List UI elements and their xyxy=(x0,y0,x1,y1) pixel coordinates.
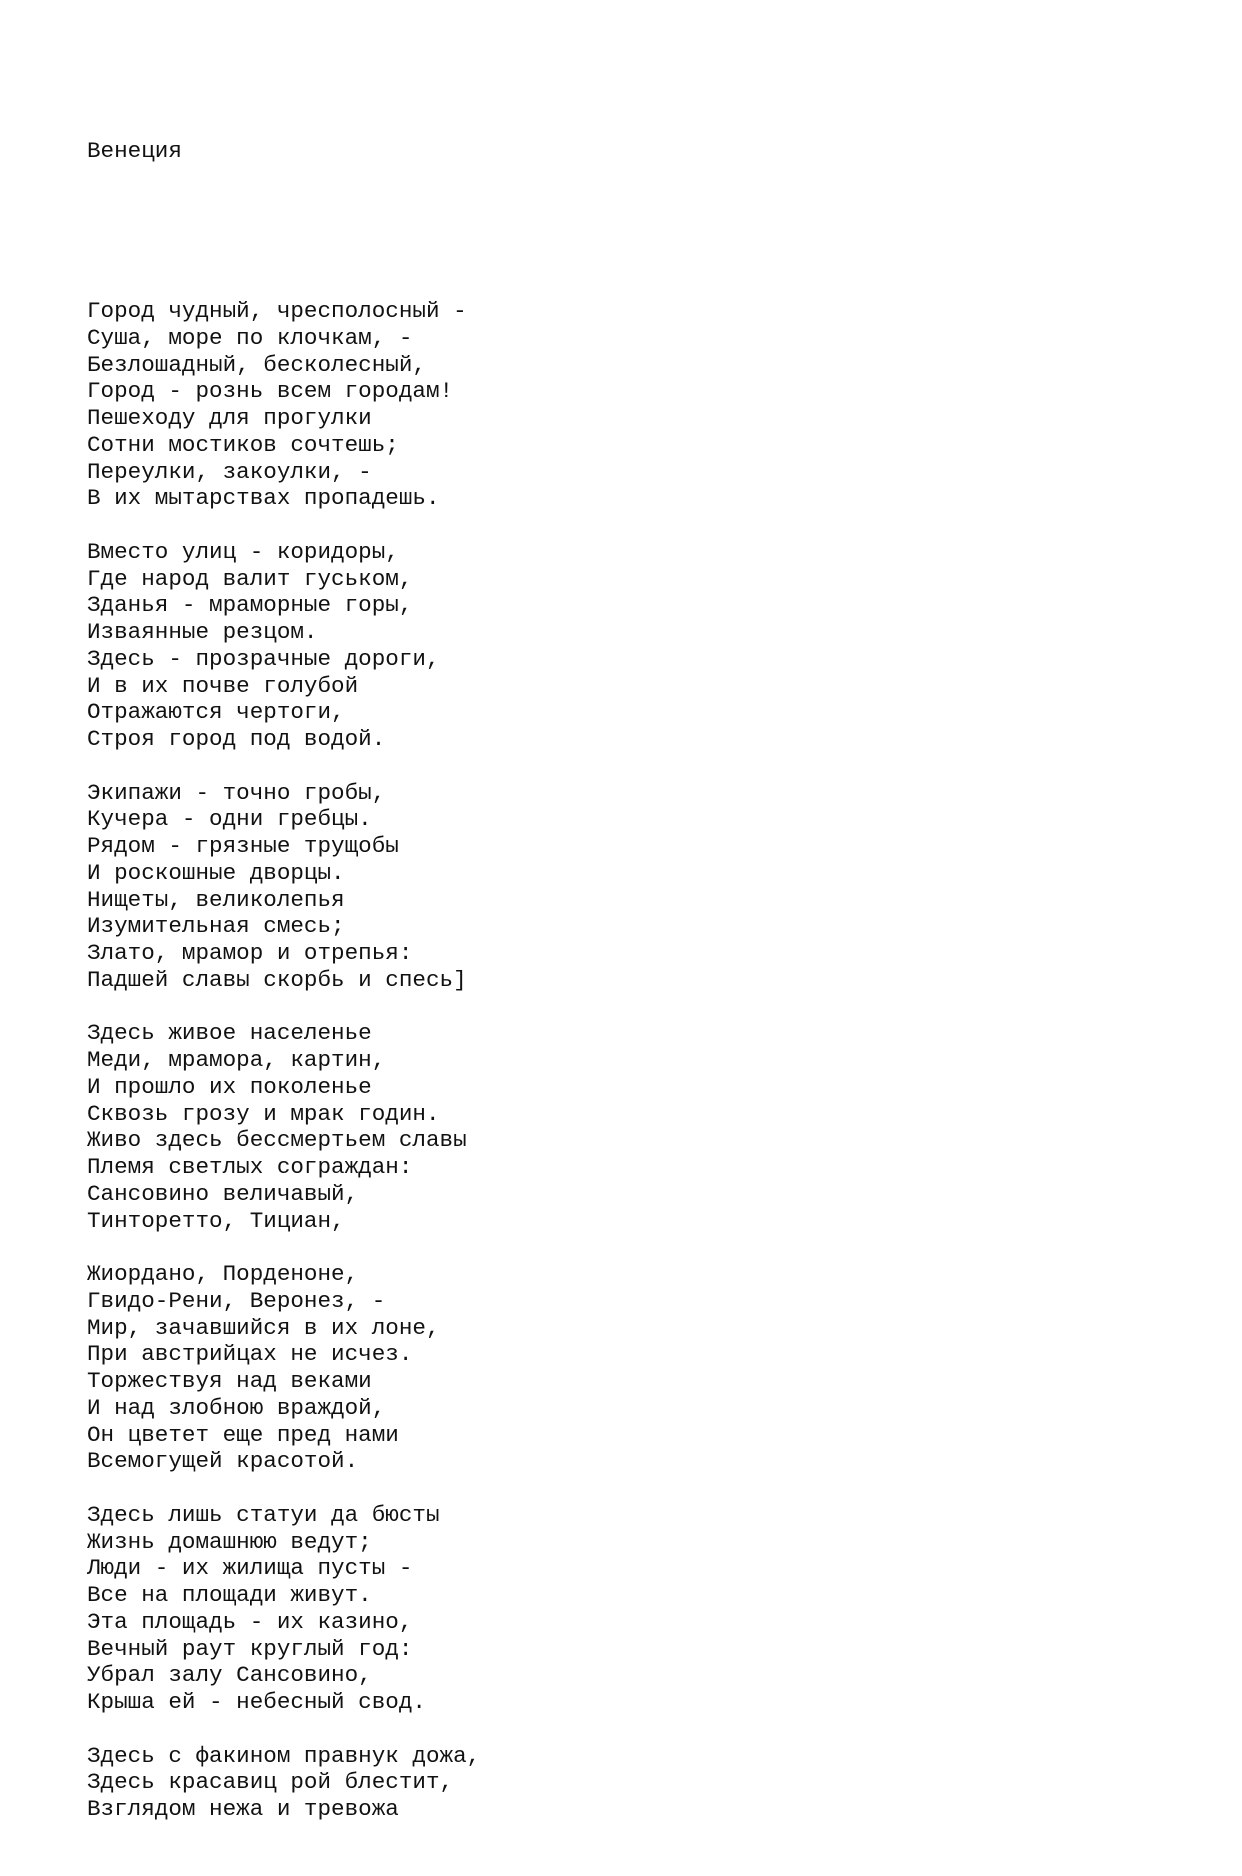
poem-line: Рядом - грязные трущобы xyxy=(87,833,399,859)
poem-line: Сансовино величавый, xyxy=(87,1180,359,1207)
poem-line: Взглядом нежа и тревожа xyxy=(87,1796,399,1822)
poem-line: При австрийцах не исчез. xyxy=(87,1341,413,1368)
stanza xyxy=(87,539,1187,753)
poem-line: Живо здесь бессмертьем славы xyxy=(87,1127,467,1154)
poem-line: Зданья - мраморные горы, xyxy=(87,592,413,619)
poem-line: Кучера - одни гребцы. xyxy=(87,806,372,833)
stanza xyxy=(87,1502,1187,1716)
poem-line: Пешеходу для прогулки xyxy=(87,405,372,431)
poem-line: Вечный раут круглый год: xyxy=(87,1635,413,1662)
poem-line: Все на площади живут. xyxy=(87,1582,372,1608)
poem-line: Город чудный, чресполосный - xyxy=(87,298,467,324)
poem-line: Меди, мрамора, картин, xyxy=(87,1047,386,1073)
page-title: Венеция xyxy=(87,137,182,164)
poem-line: Падшей славы скорбь и спесь] xyxy=(87,966,467,993)
poem-line: Племя светлых сограждан: xyxy=(87,1154,413,1180)
poem-line: Город - рознь всем городам! xyxy=(87,378,454,405)
poem-line: Здесь с факином правнук дожа, xyxy=(87,1742,481,1769)
poem-line: Здесь живое населенье xyxy=(87,1020,372,1047)
poem-line: Здесь - прозрачные дороги, xyxy=(87,645,440,672)
poem-line: В их мытарствах пропадешь. xyxy=(87,485,440,512)
poem-stanzas xyxy=(87,298,1187,1823)
poem-line: Крыша ей - небесный свод. xyxy=(87,1689,426,1715)
poem-line: Нищеты, великолепья xyxy=(87,886,345,913)
stanza xyxy=(87,1261,1187,1475)
poem-line: Эта площадь - их казино, xyxy=(87,1608,413,1635)
stanza-gap xyxy=(87,218,1187,245)
stanza-gap xyxy=(87,1475,1187,1502)
poem-line: Здесь лишь статуи да бюсты xyxy=(87,1501,440,1528)
poem-line: Экипажи - точно гробы, xyxy=(87,779,386,806)
poem-line: Изумительная смесь; xyxy=(87,913,345,940)
poem-line: Люди - их жилища пусты - xyxy=(87,1555,413,1582)
poem-text xyxy=(87,84,1187,1876)
stanza-gap xyxy=(87,753,1187,780)
poem-line: Сотни мостиков сочтешь; xyxy=(87,431,399,458)
poem-line: Сквозь грозу и мрак годин. xyxy=(87,1100,440,1127)
stanza-gap xyxy=(87,1716,1187,1743)
poem-line: Злато, мрамор и отрепья: xyxy=(87,940,413,966)
stanza xyxy=(87,298,1187,512)
poem-line: Тинторетто, Тициан, xyxy=(87,1207,345,1234)
poem-line: Изваянные резцом. xyxy=(87,619,318,645)
poem-line: Где народ валит гуськом, xyxy=(87,565,413,592)
stanza xyxy=(87,780,1187,994)
poem-line: Переулки, закоулки, - xyxy=(87,458,372,485)
stanza-gap xyxy=(87,1234,1187,1261)
stanza xyxy=(87,1020,1187,1234)
poem-line: Мир, зачавшийся в их лоне, xyxy=(87,1314,440,1341)
poem-line: Безлошадный, бесколесный, xyxy=(87,351,426,378)
stanza-gap xyxy=(87,994,1187,1021)
poem-line: Суша, море по клочкам, - xyxy=(87,324,413,351)
poem-line: И прошло их поколенье xyxy=(87,1073,372,1100)
poem-line: Строя город под водой. xyxy=(87,726,386,752)
poem-line: Вместо улиц - коридоры, xyxy=(87,538,399,565)
poem-line: Убрал залу Сансовино, xyxy=(87,1662,372,1689)
poem-line: И над злобною враждой, xyxy=(87,1394,386,1421)
poem-line: Жизнь домашнюю ведут; xyxy=(87,1528,372,1555)
stanza-gap xyxy=(87,512,1187,539)
poem-line: Отражаются чертоги, xyxy=(87,699,345,726)
poem-line: Гвидо-Рени, Веронез, - xyxy=(87,1287,386,1314)
poem-line: Он цветет еще пред нами xyxy=(87,1421,399,1448)
poem-line: И роскошные дворцы. xyxy=(87,859,345,886)
poem-line: Торжествуя над веками xyxy=(87,1368,372,1394)
poem-line: Жиордано, Порденоне, xyxy=(87,1261,359,1287)
poem-line: И в их почве голубой xyxy=(87,672,359,699)
poem-line: Всемогущей красотой. xyxy=(87,1448,359,1475)
poem-line: Здесь красавиц рой блестит, xyxy=(87,1769,454,1796)
